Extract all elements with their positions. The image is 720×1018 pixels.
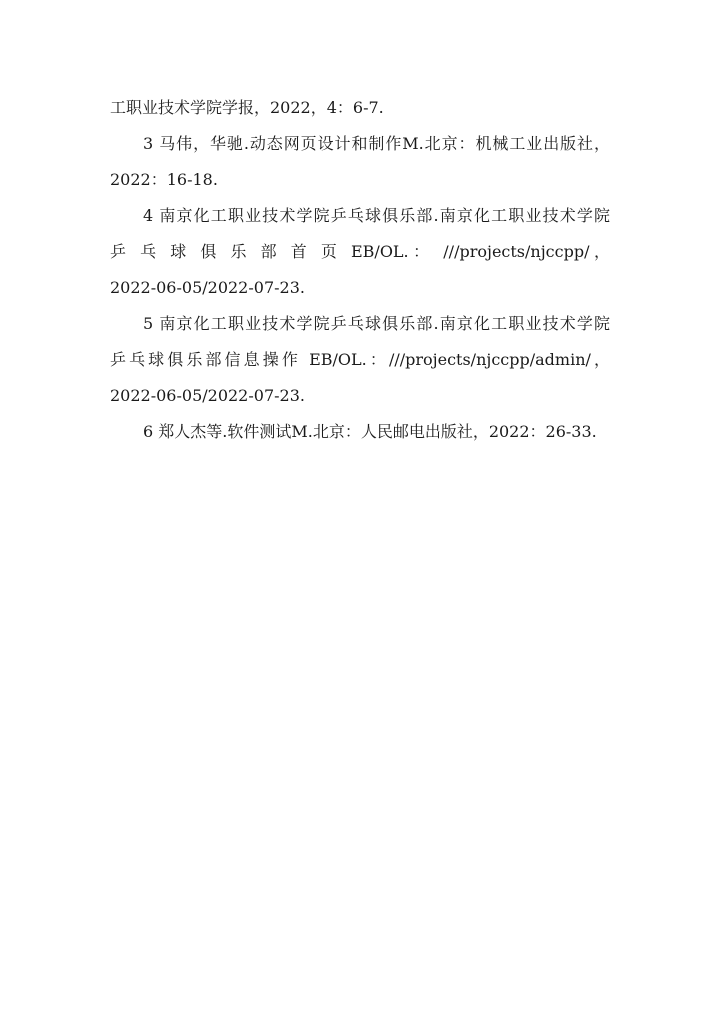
reference-3-line-1: 3 马伟，华驰.动态网页设计和制作M.北京：机械工业出版社， [143,134,610,153]
reference-2-continuation: 工职业技术学院学报，2022，4：6-7. [110,98,384,117]
reference-5-line-3: 2022-06-05/2022-07-23. [110,386,305,405]
reference-list [110,90,610,450]
reference-4-line-3: 2022-06-05/2022-07-23. [110,278,305,297]
reference-4-line-2: 乒 乓 球 俱 乐 部 首 页 EB/OL.： ///projects/njccpp/， [110,242,610,261]
reference-4-line-1: 4 南京化工职业技术学院乒乓球俱乐部.南京化工职业技术学院 [143,206,610,225]
reference-5-line-2: 乒乓球俱乐部信息操作 EB/OL.：///projects/njccpp/admin/， [110,350,610,369]
reference-5-line-1: 5 南京化工职业技术学院乒乓球俱乐部.南京化工职业技术学院 [143,314,610,333]
reference-6-line-1: 6 郑人杰等.软件测试M.北京：人民邮电出版社，2022：26-33. [143,422,597,441]
reference-3-line-2: 2022：16-18. [110,170,218,189]
